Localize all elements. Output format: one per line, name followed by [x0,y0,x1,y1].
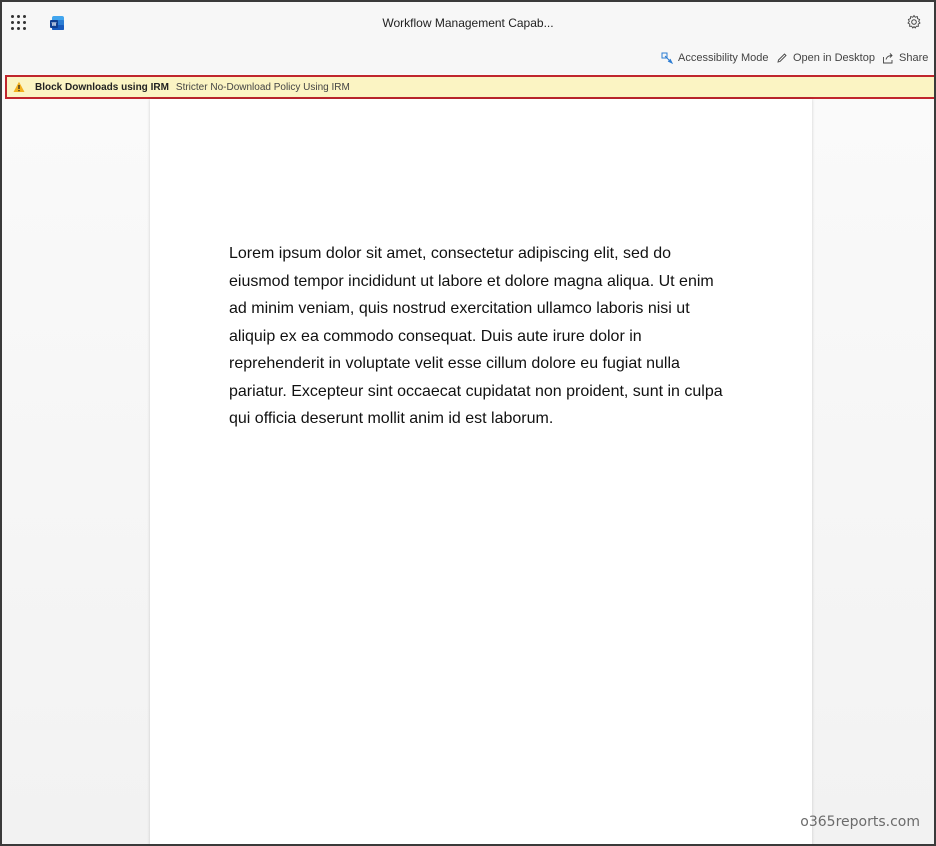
share-button[interactable] [882,52,928,64]
accessibility-icon [661,52,673,64]
command-bar [2,46,934,74]
header-bar [2,2,934,46]
accessibility-mode-button[interactable] [661,52,768,64]
warning-icon [13,81,25,93]
accessibility-mode-label: Accessibility Mode [678,52,769,64]
document-page[interactable] [150,99,812,846]
document-title: Workflow Management Capab... [382,16,554,30]
open-in-desktop-button[interactable] [776,52,875,64]
banner-title: Block Downloads using IRM [35,81,169,93]
pencil-icon [776,52,788,64]
watermark: o365reports.com [800,814,920,830]
irm-policy-banner [5,75,936,99]
gear-icon[interactable] [906,14,922,30]
svg-text:W: W [51,22,57,29]
share-label: Share [899,52,929,64]
banner-message: Stricter No-Download Policy Using IRM [175,81,350,93]
document-paragraph[interactable]: Lorem ipsum dolor sit amet, consectetur adipiscing elit, sed do eiusmod tempor incididunt ut labore et dolore magna aliqua. Ut enim ad minim veniam, quis nostrud exercitation ullamco laboris nisi ut aliquip ex ea commodo consequat. Duis aute irure dolor in reprehenderit in voluptate velit esse cillum dolore eu fugiat nulla pariatur. Excepteur sint occaecat cupidatat non proident, sunt in culpa qui officia deserunt mollit anim id est laborum. [229,245,723,427]
share-icon [882,52,894,64]
open-in-desktop-label: Open in Desktop [793,52,875,64]
